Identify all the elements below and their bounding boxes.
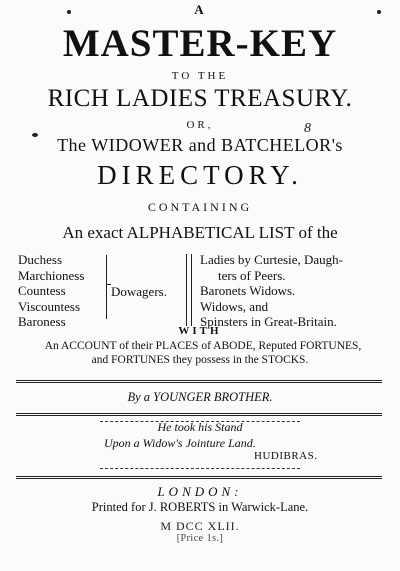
title-directory: DIRECTORY.: [97, 160, 303, 190]
fortunes-line: and FORTUNES they possess in the STOCKS.: [91, 354, 309, 366]
imprint-price: [Price 1s.]: [176, 533, 224, 544]
list-item: Duchess: [18, 252, 63, 267]
list-item: Baronets Widows.: [200, 283, 296, 298]
column-divider: [186, 254, 192, 326]
with-heading: WITH: [178, 325, 222, 337]
handwritten-mark: 8: [304, 121, 311, 136]
divider-rule: [16, 413, 382, 416]
list-item: Marchioness: [18, 267, 85, 283]
byline: By a YOUNGER BROTHER.: [127, 390, 273, 404]
title-rich-ladies: RICH LADIES TREASURY.: [47, 85, 353, 112]
list-item: ters of Peers.: [218, 267, 286, 283]
title-to-the: TO THE: [171, 70, 229, 82]
account-line: An ACCOUNT of their PLACES of ABODE, Reputed FORTUNES,: [44, 340, 362, 352]
title-widower: The WIDOWER and BATCHELOR's: [57, 135, 343, 155]
list-right-column: [200, 252, 343, 330]
title-main: MASTER-KEY: [62, 22, 338, 65]
title-exact-list: An exact ALPHABETICAL LIST of the: [62, 223, 338, 242]
imprint-city: LONDON:: [157, 484, 243, 499]
epigraph-line: He took his Stand: [157, 420, 243, 434]
list-item: Widows, and: [200, 298, 269, 314]
title-or: OR,: [186, 119, 214, 131]
epigraph-rule: [100, 468, 300, 469]
divider-rule: [16, 380, 382, 383]
imprint-date: M DCC XLII.: [160, 519, 240, 533]
list-item: Countess: [18, 283, 66, 298]
list-left-column: [18, 252, 84, 330]
list-item: Ladies by Curtesie, Daugh-: [200, 252, 343, 267]
bracket-label: Dowagers.: [111, 284, 167, 299]
title-containing: CONTAINING: [147, 200, 253, 214]
imprint-printer: Printed for J. ROBERTS in Warwick-Lane.: [91, 500, 309, 514]
divider-rule: [16, 476, 382, 479]
list-item: Baroness: [18, 314, 66, 329]
list-item: Spinsters in Great-Britain.: [200, 314, 337, 329]
bracket: [101, 255, 107, 319]
title-article: A: [194, 2, 206, 17]
epigraph-attribution: HUDIBRAS.: [254, 450, 318, 462]
epigraph-line: Upon a Widow's Jointure Land.: [104, 436, 256, 450]
list-item: Viscountess: [18, 298, 81, 314]
